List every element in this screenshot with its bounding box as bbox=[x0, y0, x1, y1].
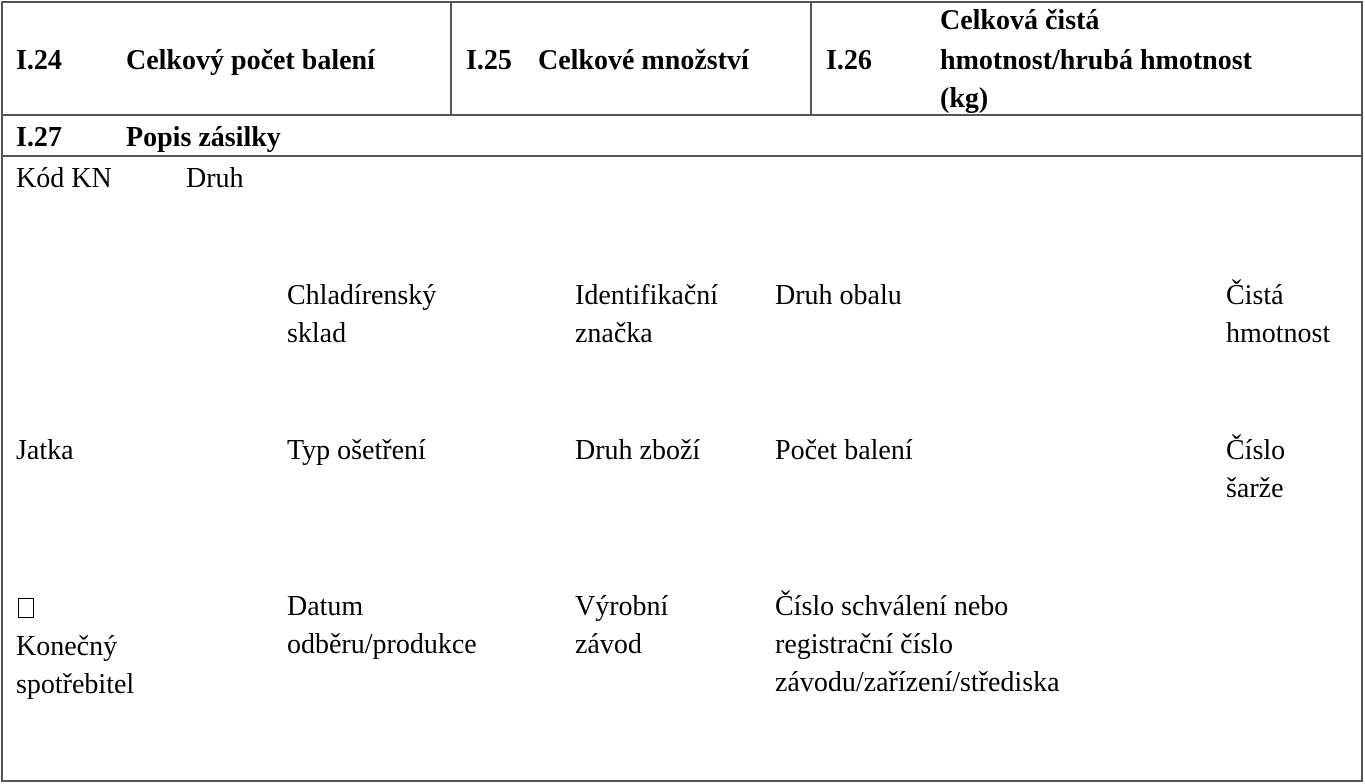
field-jatka: Jatka bbox=[16, 435, 74, 466]
field-identifikacni-znacka-line: značka bbox=[575, 318, 653, 349]
box-i27-label: Popis zásilky bbox=[126, 122, 281, 153]
field-typ-osetreni: Typ ošetření bbox=[287, 435, 426, 466]
field-cista-hmotnost-line: Čistá bbox=[1226, 280, 1284, 311]
header-column-divider-1 bbox=[450, 1, 452, 115]
konecny-spotrebitel-checkbox[interactable] bbox=[18, 598, 34, 618]
box-i27-code: I.27 bbox=[16, 122, 62, 153]
field-kod-kn: Kód KN bbox=[16, 163, 112, 194]
box-i26-label-line: (kg) bbox=[940, 83, 989, 114]
field-druh: Druh bbox=[186, 163, 244, 194]
field-cislo-schvaleni-line: registrační číslo bbox=[775, 629, 954, 660]
field-cista-hmotnost-line: hmotnost bbox=[1226, 318, 1331, 349]
field-cislo-schvaleni-line: Číslo schválení nebo bbox=[775, 591, 1009, 622]
field-chladirensky-sklad-line: sklad bbox=[287, 318, 347, 349]
box-i26-code: I.26 bbox=[826, 45, 872, 76]
field-druh-obalu: Druh obalu bbox=[775, 280, 902, 311]
field-vyrobni-zavod-line: závod bbox=[575, 629, 642, 660]
field-cislo-sarze-line: šarže bbox=[1226, 473, 1284, 504]
header-divider bbox=[1, 114, 1363, 116]
field-cislo-schvaleni-line: závodu/zařízení/střediska bbox=[775, 667, 1060, 698]
box-i26-label-line: Celková čistá bbox=[940, 5, 1100, 36]
field-datum-odberu-line: Datum bbox=[287, 591, 364, 622]
box-i25-label: Celkové množství bbox=[538, 45, 749, 76]
field-druh-zbozi: Druh zboží bbox=[575, 435, 701, 466]
field-datum-odberu-line: odběru/produkce bbox=[287, 629, 477, 660]
field-pocet-baleni: Počet balení bbox=[775, 435, 913, 466]
field-chladirensky-sklad-line: Chladírenský bbox=[287, 280, 437, 311]
box-i26-label-line: hmotnost/hrubá hmotnost bbox=[940, 45, 1252, 76]
field-konecny-spotrebitel-line: spotřebitel bbox=[16, 669, 135, 700]
field-cislo-sarze-line: Číslo bbox=[1226, 435, 1286, 466]
box-i25-code: I.25 bbox=[466, 45, 512, 76]
box-i24-label: Celkový počet balení bbox=[126, 45, 375, 76]
field-identifikacni-znacka-line: Identifikační bbox=[575, 280, 719, 311]
box-i24-code: I.24 bbox=[16, 45, 62, 76]
field-konecny-spotrebitel-line: Konečný bbox=[16, 631, 118, 662]
header-column-divider-2 bbox=[810, 1, 812, 115]
field-vyrobni-zavod-line: Výrobní bbox=[575, 591, 669, 622]
